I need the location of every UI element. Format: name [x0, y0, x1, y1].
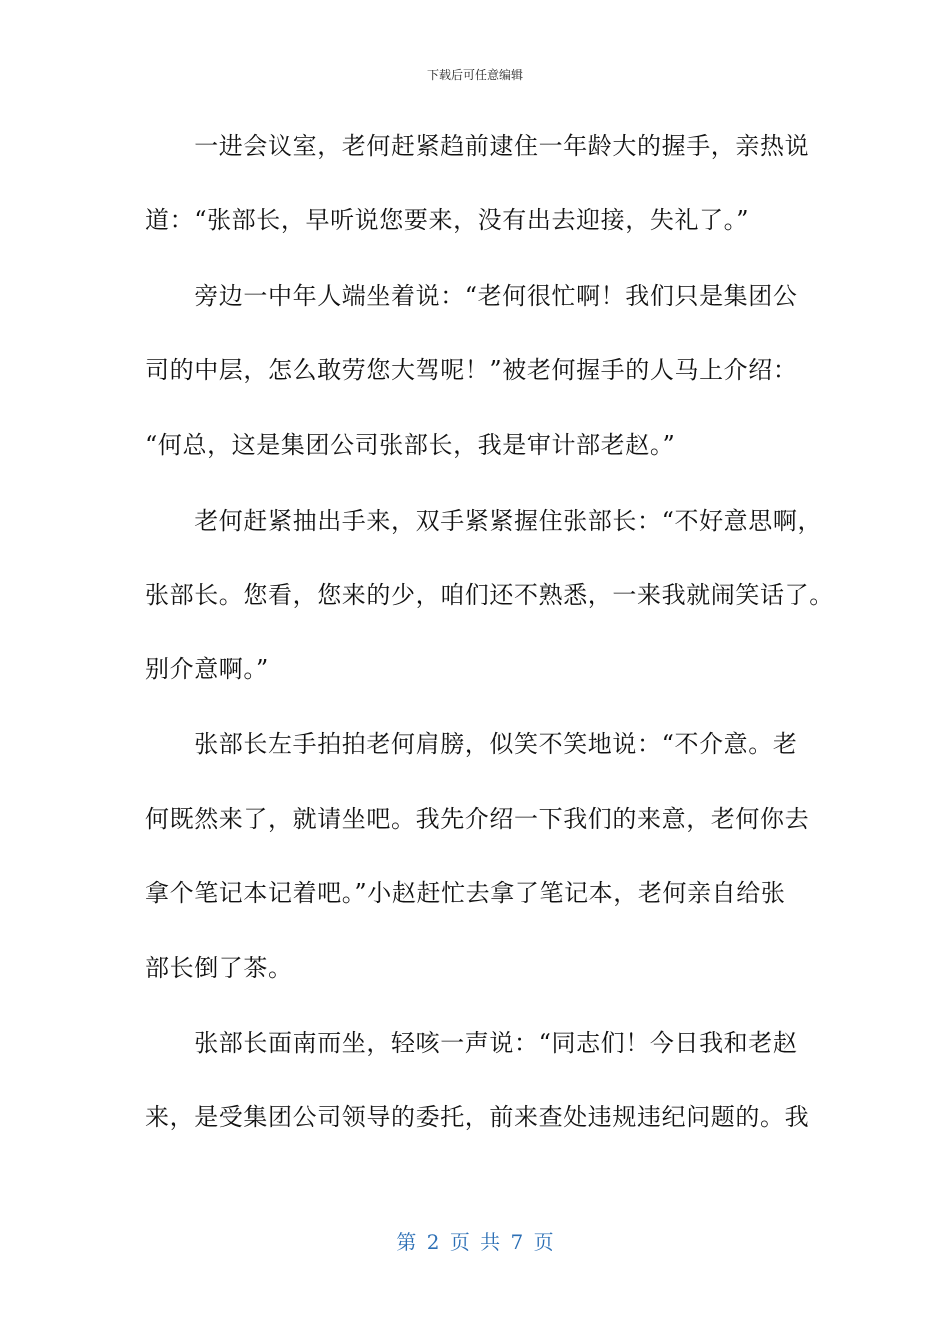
current-page-number: 2	[426, 1230, 440, 1254]
text-line: 张部长左手拍拍老何肩膀，似笑不笑地说：“不介意。老	[145, 730, 798, 758]
text-line: 张部长。您看，您来的少，咱们还不熟悉，一来我就闹笑话了。	[145, 581, 834, 609]
text-line: 别介意啊。”	[145, 655, 269, 683]
text-line: 部长倒了茶。	[145, 954, 293, 982]
text-line: “何总，这是集团公司张部长，我是审计部老赵。”	[145, 431, 676, 459]
header-note: 下载后可任意编辑	[426, 68, 523, 82]
text-line: 张部长面南而坐，轻咳一声说：“同志们！今日我和老赵	[145, 1029, 798, 1057]
text-line: 道：“张部长，早听说您要来，没有出去迎接，失礼了。”	[145, 206, 750, 234]
text-line: 司的中层，怎么敢劳您大驾呢！”被老何握手的人马上介绍：	[145, 356, 798, 384]
text-line: 旁边一中年人端坐着说：“老何很忙啊！我们只是集团公	[145, 282, 798, 310]
page-footer	[0, 1226, 950, 1255]
text-line: 何既然来了，就请坐吧。我先介绍一下我们的来意，老何你去	[145, 805, 810, 833]
text-line: 老何赶紧抽出手来，双手紧紧握住张部长：“不好意思啊，	[145, 507, 823, 535]
text-line: 拿个笔记本记着吧。”小赵赶忙去拿了笔记本，老何亲自给张	[145, 879, 786, 907]
text-line: 来，是受集团公司领导的委托，前来查处违规违纪问题的。我	[145, 1103, 810, 1131]
footer-prefix: 第	[396, 1230, 417, 1254]
total-pages-number: 7	[510, 1230, 524, 1254]
text-line: 一进会议室，老何赶紧趋前逮住一年龄大的握手，亲热说	[145, 132, 810, 160]
footer-suffix: 页	[533, 1230, 554, 1254]
footer-middle: 页 共	[449, 1230, 501, 1254]
